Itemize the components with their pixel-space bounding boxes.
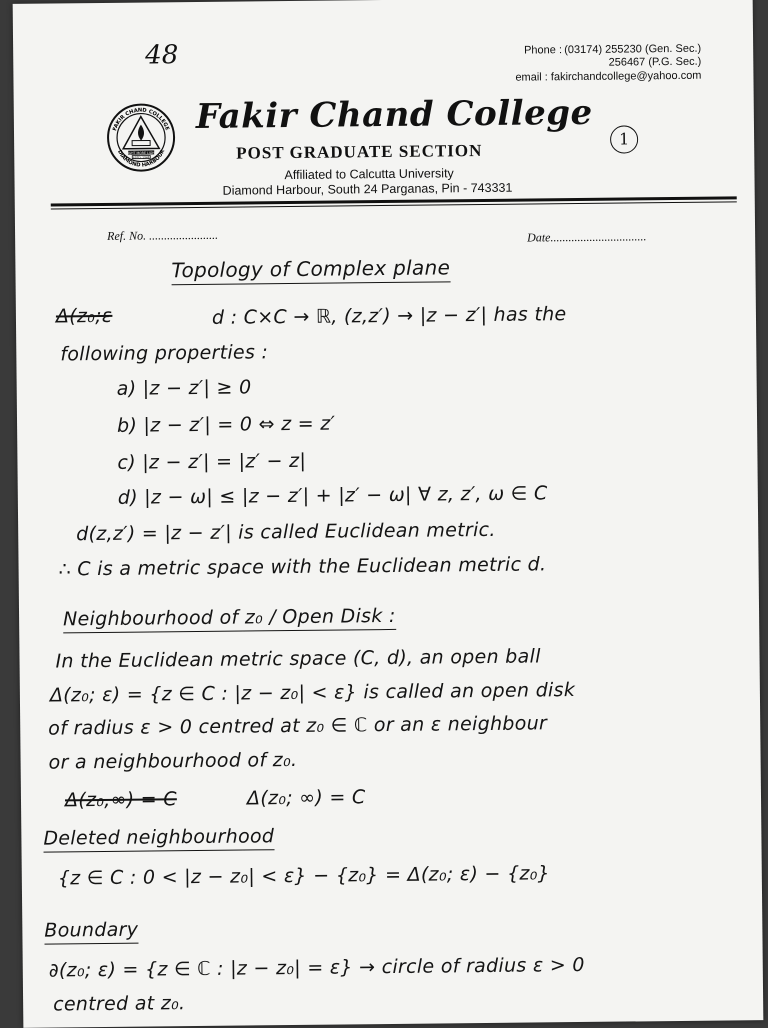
radius-line: of radius ε > 0 centred at z₀ ∈ ℂ or an ε neighbour	[48, 712, 548, 740]
infinite-disk-line: Δ(z₀; ∞) = C	[246, 786, 366, 810]
handwritten-page-number: 48	[145, 40, 179, 71]
heading-neighbourhood: Neighbourhood of z₀ / Open Disk :	[63, 605, 396, 633]
heading-deleted-neighbourhood: Deleted neighbourhood	[43, 825, 274, 852]
circled-page-number: 1	[610, 125, 638, 153]
metric-space-line: ∴ C is a metric space with the Euclidean metric d.	[58, 553, 547, 581]
document-page	[13, 0, 764, 1028]
phone-general: Phone : (03174) 255230 (Gen. Sec.)	[524, 42, 702, 57]
logo-motto: LIGHT MORE LIGHT	[125, 150, 157, 156]
boundary-definition: ∂(z₀; ε) = {z ∈ ℂ : |z − z₀| = ε} → circle of radius ε > 0	[48, 953, 585, 982]
section-title: POST GRADUATE SECTION	[236, 140, 483, 163]
struck-out-fragment: Δ(z₀;ε	[55, 304, 113, 328]
property-b: b) |z − z′| = 0 ⇔ z = z′	[116, 412, 336, 437]
euclidean-metric-line: d(z,z′) = |z − z′| is called Euclidean metric.	[76, 518, 496, 546]
open-disk-definition: Δ(z₀; ε) = {z ∈ C : |z − z₀| < ε} is called an open disk	[49, 679, 576, 707]
properties-intro: following properties :	[60, 341, 269, 366]
affiliation: Affiliated to Calcutta University	[284, 166, 454, 183]
address: Diamond Harbour, South 24 Parganas, Pin - 743331	[222, 180, 513, 198]
logo-bottom-text: DIAMOND HARBOUR	[116, 148, 167, 169]
heading-boundary: Boundary	[44, 919, 138, 945]
logo-estd: ESTD. 1948	[133, 155, 150, 160]
property-c: c) |z − z′| = |z′ − z|	[117, 449, 307, 474]
property-a: a) |z − z′| ≥ 0	[116, 376, 252, 400]
open-ball-line: In the Euclidean metric space (C, d), an open ball	[55, 645, 541, 673]
neighbourhood-line: or a neighbourhood of z₀.	[48, 748, 298, 774]
date-label: Date................................	[527, 229, 647, 245]
phone-pg: 256467 (P.G. Sec.)	[608, 55, 702, 69]
metric-definition-line: d : C×C → ℝ, (z,z′) → |z − z′| has the	[211, 303, 567, 329]
logo-top-text: FAKIR CHAND COLLEGE	[112, 107, 170, 132]
struck-out-example: Δ(z₀,∞) = C	[64, 788, 177, 812]
ref-no-label: Ref. No. .......................	[107, 227, 219, 243]
boundary-centre-line: centred at z₀.	[53, 992, 186, 1016]
college-name: Fakir Chand College	[195, 92, 593, 137]
property-d: d) |z − ω| ≤ |z − z′| + |z′ − ω| ∀ z, z′, ω ∈ C	[117, 482, 548, 509]
college-logo-icon	[106, 102, 177, 173]
email: email : fakirchandcollege@yahoo.com	[515, 69, 702, 84]
deleted-neighbourhood-definition: {z ∈ C : 0 < |z − z₀| < ε} − {z₀} = Δ(z₀; ε) − {z₀}	[57, 862, 551, 890]
notes-title: Topology of Complex plane	[171, 255, 450, 285]
